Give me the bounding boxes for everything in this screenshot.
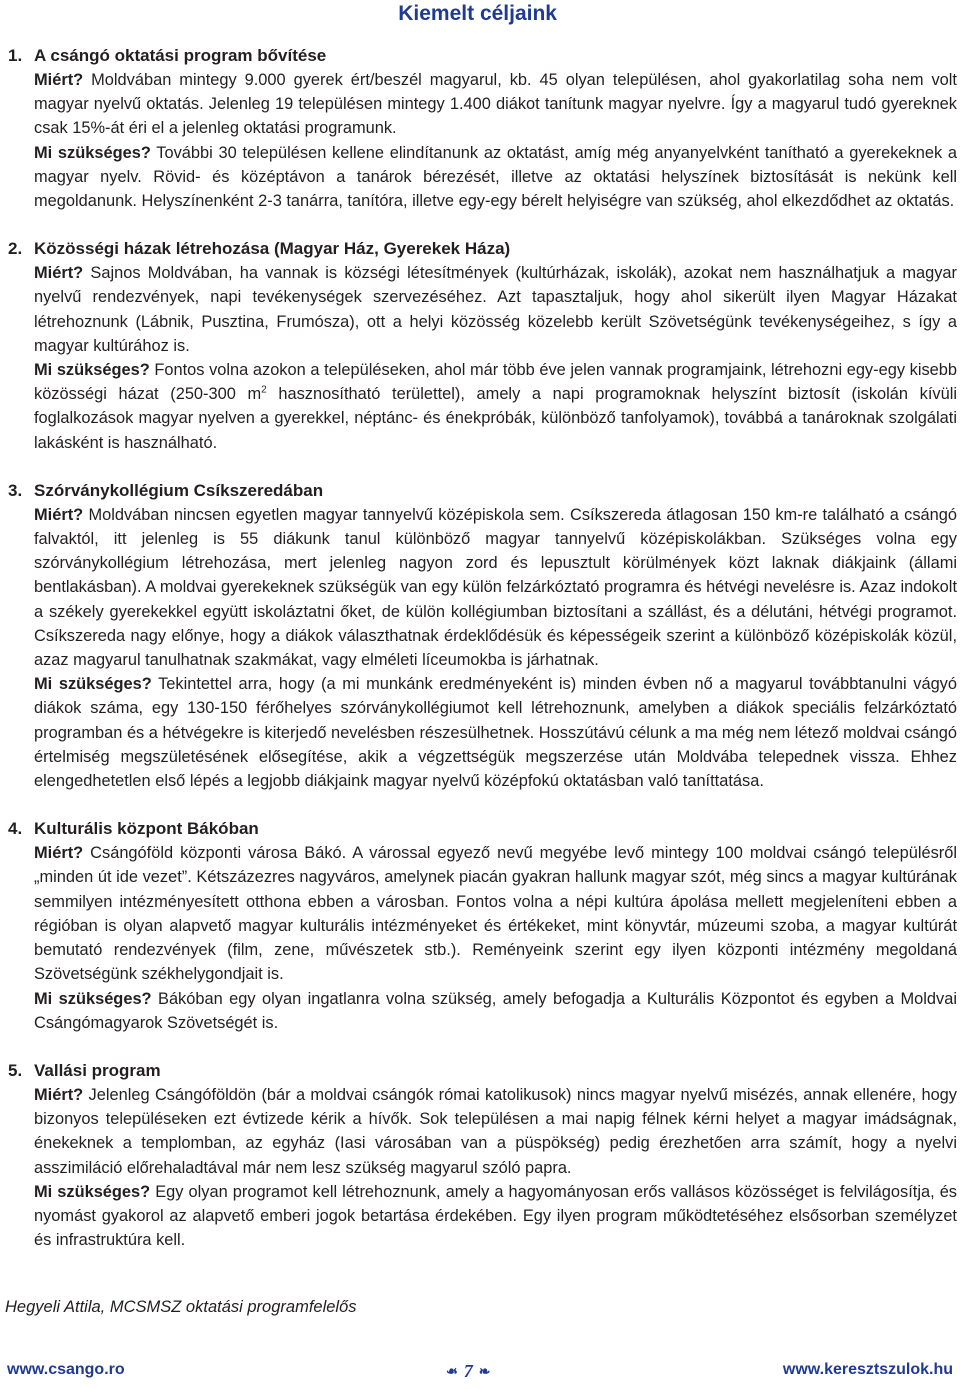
- section-number: 2.: [8, 239, 23, 259]
- section-heading: [8, 44, 960, 68]
- superscript: 2: [261, 384, 267, 396]
- section-title: Közösségi házak létrehozása (Magyar Ház, Gyerekek Háza): [34, 239, 511, 259]
- ornament-right-icon: ❧: [478, 1363, 491, 1379]
- section-title: Szórványkollégium Csíkszeredában: [34, 480, 324, 500]
- question-label: Mi szükséges?: [34, 143, 151, 162]
- section-paragraph: [34, 68, 957, 141]
- question-label: Miért?: [34, 71, 84, 89]
- footer-website-right[interactable]: www.keresztszulok.hu: [782, 1361, 953, 1378]
- section-heading: [8, 479, 960, 503]
- paragraph-text: Egy olyan programot kell létrehoznunk, amely a hagyományosan erős vallásos közösséget is felvilágosítja, és nyomást gyakorol az alapvető emberi jogok betartása érdekében. Egy ilyen program működtetéséhez elsősorban személyzet és infrastruktúra kell.: [34, 1182, 958, 1250]
- section-paragraph: [34, 841, 957, 986]
- page-number: 7: [463, 1361, 473, 1381]
- section-number: 3.: [8, 480, 23, 500]
- ornament-left-icon: ❧: [446, 1363, 458, 1379]
- section-4: [0, 817, 960, 1035]
- paragraph-text: Sajnos Moldvában, ha vannak is községi létesítmények (kultúrházak, iskolák), azokat nem használhatjuk a magyar nyelvű rendezvények, napi tevékenységek szervezéséhez. Azt tapasztaljuk, hogy ahol sikerült ilyen Magyar Házakat létrehoznunk (Lábnik, Pusztina, Frumósza), ott a helyi közösség közelebb került Szövetségünk tevékenységeihez, s így a magyar kultúrához is.: [34, 264, 957, 355]
- author-signature: Hegyeli Attila, MCSMSZ oktatási programfelelős: [5, 1298, 357, 1316]
- page-title: Kiemelt céljaink: [398, 2, 557, 25]
- section-paragraph: [34, 672, 957, 793]
- paragraph-text: Jelenleg Csángóföldön (bár a moldvai csángók római katolikusok) nincs magyar nyelvű misézés, annak ellenére, hogy bizonyos településeken ezt évtizede kérik a hívők. Sok településen a mai napig félnek kérni helyet a magyar imádságnak, énekeknek a templomban, az egyház (Iasi városában van a püspökség) pedig érezhetően arra számít, hogy a nyelvi asszimiláció előrehaladtával már nem lesz szükség magyarul szóló papra.: [34, 1085, 957, 1177]
- section-title: Vallási program: [34, 1060, 161, 1080]
- section-paragraph: [34, 987, 957, 1035]
- section-3: [0, 479, 960, 793]
- section-title: Kulturális központ Bákóban: [34, 819, 259, 839]
- section-paragraph: [34, 1180, 957, 1253]
- paragraph-text: hasznosítható területtel), amely a napi programoknak helyszínt biztosít (iskolán kívüli foglalkozások magyar nyelven a gyerekkel, néptánc- és énekpróbák, különböző tanfolyamok), továbbá a tanároknak szolgálati lakásként is használható.: [34, 385, 957, 452]
- question-label: Miért?: [34, 844, 84, 863]
- section-number: 4.: [8, 819, 23, 839]
- section-paragraph: [34, 1083, 957, 1180]
- question-label: Mi szükséges?: [34, 361, 150, 380]
- section-heading: [8, 817, 960, 841]
- section-2: [0, 237, 960, 455]
- footer: [0, 1361, 960, 1385]
- footer-website-left[interactable]: www.csango.ro: [7, 1361, 125, 1378]
- main-content: [0, 44, 960, 1276]
- paragraph-text: Moldvában mintegy 9.000 gyerek ért/beszél magyarul, kb. 45 olyan településen, ahol gyakorlatilag soha nem volt magyar nyelvű oktatás. Jelenleg 19 településen mintegy 1.400 diákot tanítunk magyar nyelvre. Így a magyarul tudó gyereknek csak 15%-át éri el a jelenleg oktatási programunk.: [34, 71, 957, 138]
- question-label: Mi szükséges?: [34, 675, 152, 694]
- section-1: [0, 44, 960, 213]
- paragraph-text: További 30 településen kellene elindítanunk az oktatást, amíg még anyanyelvként tanítható a gyerekeknek a magyar nyelv. Rövid- és középtávon a tanárok bérezését, illetve az oktatási helyszínek biztosítását is nekünk kell megoldanunk. Helyszínenként 2-3 tanárra, tanítóra, illetve egy-egy bérelt helyiségre van szükség, ahol elkezdődhet az oktatás.: [34, 143, 958, 211]
- paragraph-text: Tekintettel arra, hogy (a mi munkánk eredményeként is) minden évben nő a magyarul továbbtanulni vágyó diákok száma, egy 130-150 férőhelyes szórványkollégiumot kell létrehoznunk, amelyben a diákok speciális felzárkóztató programban és a hétvégekre is kiterjedő nevelésben részesülhetnek. Hosszútávú célunk a ma még nem létező moldvai csángó értelmiség megszületésének elősegítése, akik a végzettségük megszerzése után Moldvába telepednek vissza. Ehhez elengedhetetlen első lépés a legjobb diákjaink magyar nyelvű középfokú oktatásban való taníttatása.: [34, 675, 957, 791]
- section-heading: [8, 237, 960, 261]
- section-number: 1.: [8, 46, 23, 65]
- section-paragraph: [34, 358, 957, 455]
- footer-page-number: [446, 1361, 490, 1382]
- question-label: Miért?: [34, 505, 84, 524]
- section-paragraph: [34, 141, 957, 214]
- question-label: Mi szükséges?: [34, 1182, 151, 1201]
- paragraph-text: Moldvában nincsen egyetlen magyar tannyelvű középiskola sem. Csíkszereda átlagosan 150 km-re található a csángó falvaktól, itt jelenleg is 55 diákunk tanul különböző magyar tannyelvű középiskolákban. Szükséges volna egy szórványkollégium létrehozása, mert jelenleg nagyon zord és lepusztult körülmények közt laknak diákjaink (állami bentlakásban). A moldvai gyerekeknek szükségük van egy külön felzárkóztató programra és hétvégi nevelésre is. Azaz indokolt a székely gyerekekkel együtt iskoláztatni őket, de külön kollégiumban biztosítani a szállást, és a délutáni, hétvégi programot. Csíkszereda nagy előnye, hogy a diákok választhatnak érdeklődésük és képességeik szerint a különböző középiskolák közül, azaz magyarul tanulhatnak szakmákat, vagy elméleti líceumokba is járhatnak.: [34, 505, 957, 670]
- section-paragraph: [34, 261, 957, 358]
- paragraph-text: Fontos volna azokon a településeken, ahol már több éve jelen vannak programjaink, létrehozni egy-egy kisebb közösségi házat (250-300 m: [34, 361, 958, 404]
- section-number: 5.: [8, 1060, 23, 1080]
- paragraph-text: Csángóföld központi városa Bákó. A várossal egyező nevű megyébe levő mintegy 100 moldvai csángó településről „minden út ide vezet”. Kétszázezres nagyváros, amelynek piacán gyakran hallunk magyar szót, még sincs a magyar kultúrának semmilyen intézményesített otthona ebben a városban. Fontos volna a népi kultúra ápolása mellett megjeleníteni ebben a régióban is olyan alapvető magyar kulturális intézményeket és értékeket, mint könyvtár, múzeumi szoba, a magyar kultúrát bemutató rendezvények (film, zene, művészetek stb.). Reményeink szerint egy ilyen központi intézmény megoldaná Szövetségünk székhelygondjait is.: [34, 844, 957, 984]
- section-5: [0, 1059, 960, 1252]
- question-label: Miért?: [34, 264, 84, 283]
- paragraph-text: Bákóban egy olyan ingatlanra volna szükség, amely befogadja a Kulturális Központot és egyben a Moldvai Csángómagyarok Szövetségét is.: [34, 989, 958, 1032]
- section-heading: [8, 1059, 960, 1083]
- question-label: Miért?: [34, 1085, 84, 1104]
- question-label: Mi szükséges?: [34, 989, 152, 1008]
- section-title: A csángó oktatási program bővítése: [34, 46, 327, 65]
- section-paragraph: [34, 503, 957, 672]
